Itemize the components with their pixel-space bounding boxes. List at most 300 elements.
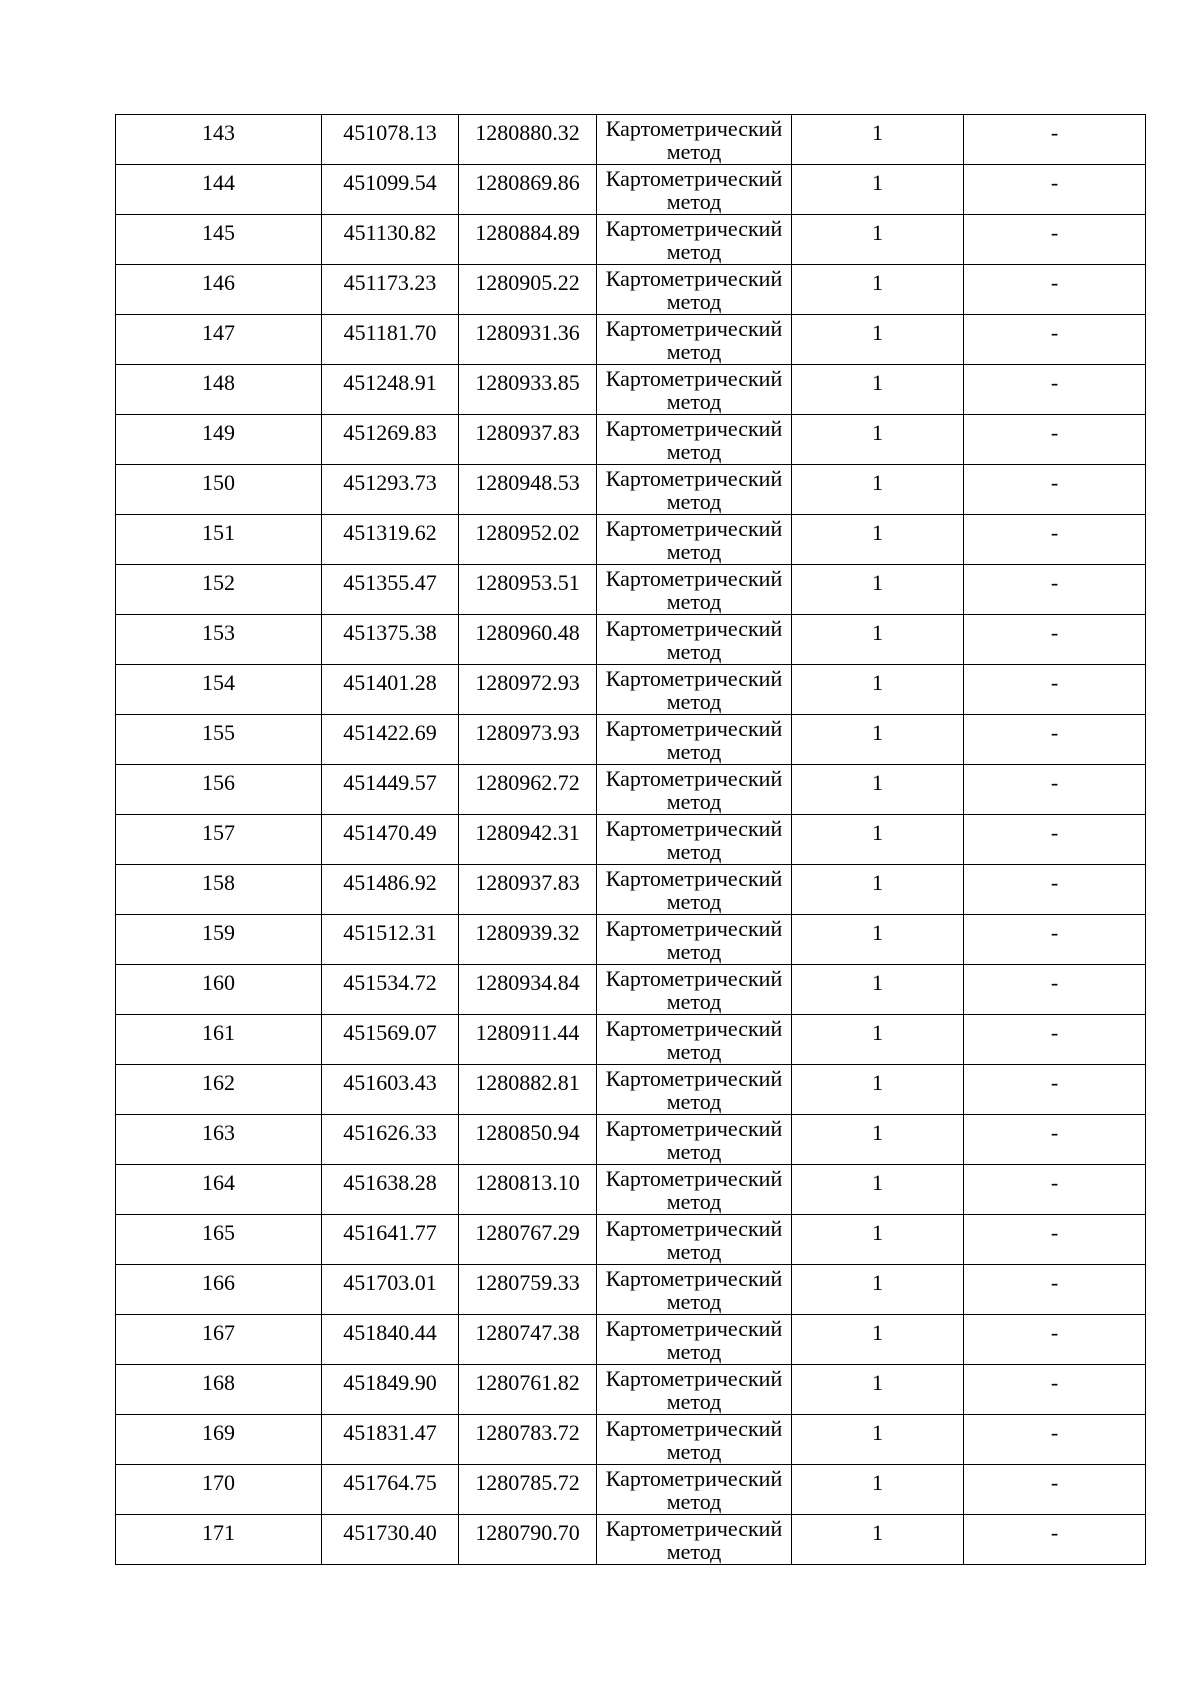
y-coordinate: 1280813.10 — [475, 1170, 580, 1195]
y-coordinate-cell — [459, 615, 597, 665]
method-cell — [597, 765, 792, 815]
y-coordinate: 1280973.93 — [475, 720, 580, 745]
point-number-cell — [116, 115, 322, 165]
method-line-2: метод — [666, 589, 722, 614]
accuracy-value: 1 — [872, 1520, 883, 1545]
table-row — [116, 315, 1146, 365]
table-row — [116, 465, 1146, 515]
method-line-2: метод — [666, 1139, 722, 1164]
method-line-2: метод — [666, 239, 722, 264]
point-number-cell — [116, 715, 322, 765]
y-coordinate-cell — [459, 815, 597, 865]
method-line-1: Картометрический — [605, 316, 783, 341]
method-text — [597, 515, 791, 563]
accuracy-value: 1 — [872, 670, 883, 695]
accuracy-value: 1 — [872, 920, 883, 945]
note-value: - — [1050, 620, 1059, 645]
note-value: - — [1050, 1420, 1059, 1445]
x-coordinate: 451849.90 — [343, 1370, 437, 1395]
x-coordinate: 451470.49 — [343, 820, 437, 845]
y-coordinate-cell — [459, 1065, 597, 1115]
method-text — [597, 1065, 791, 1113]
y-coordinate-cell — [459, 1015, 597, 1065]
point-number-cell — [116, 915, 322, 965]
method-cell — [597, 1015, 792, 1065]
point-number: 145 — [202, 220, 235, 245]
point-number: 146 — [202, 270, 235, 295]
accuracy-value-cell — [792, 165, 964, 215]
note-value: - — [1050, 1170, 1059, 1195]
method-text — [597, 665, 791, 713]
point-number-cell — [116, 315, 322, 365]
method-text — [597, 765, 791, 813]
y-coordinate: 1280850.94 — [475, 1120, 580, 1145]
x-coordinate: 451512.31 — [343, 920, 437, 945]
method-line-2: метод — [666, 889, 722, 914]
point-number-cell — [116, 865, 322, 915]
point-number-cell — [116, 1215, 322, 1265]
x-coordinate: 451078.13 — [343, 120, 437, 145]
x-coordinate: 451293.73 — [343, 470, 437, 495]
y-coordinate: 1280747.38 — [475, 1320, 580, 1345]
y-coordinate: 1280761.82 — [475, 1370, 580, 1395]
point-number: 151 — [202, 520, 235, 545]
method-cell — [597, 515, 792, 565]
point-number: 162 — [202, 1070, 235, 1095]
note-value: - — [1050, 820, 1059, 845]
table-row — [116, 1365, 1146, 1415]
note-value: - — [1050, 570, 1059, 595]
table-row — [116, 115, 1146, 165]
x-coordinate-cell — [322, 115, 459, 165]
table-row — [116, 1415, 1146, 1465]
note-value-cell — [964, 965, 1146, 1015]
y-coordinate: 1280911.44 — [475, 1020, 580, 1045]
note-value-cell — [964, 365, 1146, 415]
note-value: - — [1050, 270, 1059, 295]
x-coordinate: 451269.83 — [343, 420, 437, 445]
method-line-1: Картометрический — [605, 1216, 783, 1241]
method-text — [597, 915, 791, 963]
method-line-2: метод — [666, 639, 722, 664]
method-line-1: Картометрический — [605, 1416, 783, 1441]
point-number: 155 — [202, 720, 235, 745]
accuracy-value-cell — [792, 865, 964, 915]
method-cell — [597, 1515, 792, 1565]
accuracy-value-cell — [792, 1515, 964, 1565]
accuracy-value-cell — [792, 1465, 964, 1515]
accuracy-value: 1 — [872, 120, 883, 145]
y-coordinate-cell — [459, 1215, 597, 1265]
y-coordinate: 1280869.86 — [475, 170, 580, 195]
method-cell — [597, 565, 792, 615]
method-line-2: метод — [666, 539, 722, 564]
note-value-cell — [964, 1065, 1146, 1115]
note-value: - — [1050, 220, 1059, 245]
y-coordinate-cell — [459, 1115, 597, 1165]
point-number: 170 — [202, 1470, 235, 1495]
table-row — [116, 515, 1146, 565]
method-cell — [597, 815, 792, 865]
y-coordinate: 1280972.93 — [475, 670, 580, 695]
y-coordinate: 1280934.84 — [475, 970, 580, 995]
method-line-2: метод — [666, 489, 722, 514]
y-coordinate: 1280931.36 — [475, 320, 580, 345]
x-coordinate-cell — [322, 1465, 459, 1515]
note-value-cell — [964, 415, 1146, 465]
y-coordinate: 1280880.32 — [475, 120, 580, 145]
accuracy-value: 1 — [872, 320, 883, 345]
method-cell — [597, 115, 792, 165]
accuracy-value-cell — [792, 365, 964, 415]
note-value-cell — [964, 715, 1146, 765]
x-coordinate: 451181.70 — [343, 320, 437, 345]
x-coordinate-cell — [322, 815, 459, 865]
x-coordinate: 451534.72 — [343, 970, 437, 995]
point-number: 160 — [202, 970, 235, 995]
note-value: - — [1050, 1520, 1059, 1545]
note-value-cell — [964, 115, 1146, 165]
note-value: - — [1050, 1120, 1059, 1145]
table-row — [116, 1015, 1146, 1065]
point-number-cell — [116, 365, 322, 415]
y-coordinate: 1280937.83 — [475, 420, 580, 445]
table-row — [116, 215, 1146, 265]
method-cell — [597, 915, 792, 965]
method-cell — [597, 615, 792, 665]
x-coordinate: 451486.92 — [343, 870, 437, 895]
y-coordinate-cell — [459, 265, 597, 315]
point-number: 158 — [202, 870, 235, 895]
method-cell — [597, 215, 792, 265]
x-coordinate-cell — [322, 1515, 459, 1565]
note-value-cell — [964, 1215, 1146, 1265]
method-line-1: Картометрический — [605, 116, 783, 141]
method-text — [597, 1165, 791, 1213]
point-number: 167 — [202, 1320, 235, 1345]
note-value-cell — [964, 165, 1146, 215]
note-value-cell — [964, 865, 1146, 915]
method-cell — [597, 965, 792, 1015]
y-coordinate: 1280785.72 — [475, 1470, 580, 1495]
point-number-cell — [116, 565, 322, 615]
accuracy-value: 1 — [872, 570, 883, 595]
accuracy-value-cell — [792, 765, 964, 815]
point-number: 147 — [202, 320, 235, 345]
point-number: 156 — [202, 770, 235, 795]
y-coordinate-cell — [459, 1415, 597, 1465]
method-text — [597, 1265, 791, 1313]
x-coordinate: 451130.82 — [343, 220, 437, 245]
x-coordinate: 451569.07 — [343, 1020, 437, 1045]
method-line-1: Картометрический — [605, 516, 783, 541]
note-value-cell — [964, 215, 1146, 265]
method-line-2: метод — [666, 189, 722, 214]
y-coordinate: 1280942.31 — [475, 820, 580, 845]
x-coordinate-cell — [322, 1015, 459, 1065]
method-line-1: Картометрический — [605, 616, 783, 641]
y-coordinate-cell — [459, 1265, 597, 1315]
y-coordinate-cell — [459, 1165, 597, 1215]
table-row — [116, 1265, 1146, 1315]
y-coordinate-cell — [459, 365, 597, 415]
table-row — [116, 1515, 1146, 1565]
accuracy-value-cell — [792, 1315, 964, 1365]
x-coordinate: 451764.75 — [343, 1470, 437, 1495]
note-value-cell — [964, 765, 1146, 815]
accuracy-value: 1 — [872, 1170, 883, 1195]
method-line-2: метод — [666, 939, 722, 964]
method-line-2: метод — [666, 1039, 722, 1064]
y-coordinate-cell — [459, 1515, 597, 1565]
accuracy-value-cell — [792, 565, 964, 615]
note-value: - — [1050, 320, 1059, 345]
method-cell — [597, 465, 792, 515]
table-row — [116, 1115, 1146, 1165]
point-number-cell — [116, 1015, 322, 1065]
accuracy-value: 1 — [872, 220, 883, 245]
table-row — [116, 965, 1146, 1015]
y-coordinate: 1280759.33 — [475, 1270, 580, 1295]
note-value: - — [1050, 1020, 1059, 1045]
accuracy-value: 1 — [872, 1220, 883, 1245]
note-value: - — [1050, 770, 1059, 795]
method-line-2: метод — [666, 1089, 722, 1114]
accuracy-value: 1 — [872, 1070, 883, 1095]
point-number: 164 — [202, 1170, 235, 1195]
method-text — [597, 365, 791, 413]
point-number: 150 — [202, 470, 235, 495]
method-line-2: метод — [666, 439, 722, 464]
note-value: - — [1050, 1220, 1059, 1245]
point-number: 153 — [202, 620, 235, 645]
method-cell — [597, 1115, 792, 1165]
method-line-1: Картометрический — [605, 1466, 783, 1491]
y-coordinate: 1280948.53 — [475, 470, 580, 495]
point-number-cell — [116, 665, 322, 715]
point-number: 161 — [202, 1020, 235, 1045]
method-line-1: Картометрический — [605, 1116, 783, 1141]
method-text — [597, 1415, 791, 1463]
y-coordinate-cell — [459, 315, 597, 365]
point-number-cell — [116, 965, 322, 1015]
method-text — [597, 1115, 791, 1163]
point-number-cell — [116, 815, 322, 865]
table-row — [116, 915, 1146, 965]
method-line-1: Картометрический — [605, 916, 783, 941]
method-line-1: Картометрический — [605, 866, 783, 891]
x-coordinate-cell — [322, 465, 459, 515]
accuracy-value-cell — [792, 1215, 964, 1265]
y-coordinate: 1280952.02 — [475, 520, 580, 545]
y-coordinate-cell — [459, 865, 597, 915]
method-line-1: Картометрический — [605, 766, 783, 791]
x-coordinate-cell — [322, 1315, 459, 1365]
note-value-cell — [964, 515, 1146, 565]
x-coordinate-cell — [322, 1065, 459, 1115]
y-coordinate-cell — [459, 1365, 597, 1415]
note-value: - — [1050, 420, 1059, 445]
y-coordinate: 1280884.89 — [475, 220, 580, 245]
method-line-1: Картометрический — [605, 566, 783, 591]
y-coordinate-cell — [459, 565, 597, 615]
accuracy-value: 1 — [872, 1470, 883, 1495]
x-coordinate-cell — [322, 1215, 459, 1265]
method-cell — [597, 315, 792, 365]
x-coordinate-cell — [322, 915, 459, 965]
note-value: - — [1050, 1470, 1059, 1495]
y-coordinate: 1280937.83 — [475, 870, 580, 895]
y-coordinate-cell — [459, 415, 597, 465]
method-cell — [597, 1465, 792, 1515]
y-coordinate-cell — [459, 115, 597, 165]
accuracy-value: 1 — [872, 170, 883, 195]
method-text — [597, 715, 791, 763]
note-value-cell — [964, 1365, 1146, 1415]
x-coordinate-cell — [322, 415, 459, 465]
point-number-cell — [116, 265, 322, 315]
method-cell — [597, 1265, 792, 1315]
method-text — [597, 865, 791, 913]
table-row — [116, 1465, 1146, 1515]
x-coordinate: 451173.23 — [343, 270, 437, 295]
method-line-1: Картометрический — [605, 816, 783, 841]
x-coordinate-cell — [322, 215, 459, 265]
point-number: 157 — [202, 820, 235, 845]
note-value: - — [1050, 370, 1059, 395]
point-number: 165 — [202, 1220, 235, 1245]
accuracy-value: 1 — [872, 720, 883, 745]
method-text — [597, 415, 791, 463]
accuracy-value: 1 — [872, 520, 883, 545]
method-line-1: Картометрический — [605, 716, 783, 741]
coordinates-table — [115, 114, 1146, 1565]
note-value-cell — [964, 1165, 1146, 1215]
point-number-cell — [116, 415, 322, 465]
accuracy-value-cell — [792, 615, 964, 665]
point-number-cell — [116, 1165, 322, 1215]
accuracy-value-cell — [792, 415, 964, 465]
note-value-cell — [964, 265, 1146, 315]
method-line-1: Картометрический — [605, 666, 783, 691]
method-text — [597, 615, 791, 663]
x-coordinate: 451248.91 — [343, 370, 437, 395]
table-row — [116, 865, 1146, 915]
x-coordinate: 451422.69 — [343, 720, 437, 745]
point-number: 144 — [202, 170, 235, 195]
point-number-cell — [116, 1365, 322, 1415]
method-line-1: Картометрический — [605, 966, 783, 991]
point-number-cell — [116, 1465, 322, 1515]
y-coordinate: 1280953.51 — [475, 570, 580, 595]
y-coordinate: 1280790.70 — [475, 1520, 580, 1545]
method-cell — [597, 1215, 792, 1265]
method-line-2: метод — [666, 1189, 722, 1214]
method-text — [597, 315, 791, 363]
note-value: - — [1050, 1270, 1059, 1295]
x-coordinate-cell — [322, 1115, 459, 1165]
method-cell — [597, 165, 792, 215]
accuracy-value: 1 — [872, 1370, 883, 1395]
note-value: - — [1050, 1070, 1059, 1095]
method-text — [597, 265, 791, 313]
method-line-1: Картометрический — [605, 366, 783, 391]
y-coordinate-cell — [459, 515, 597, 565]
x-coordinate-cell — [322, 165, 459, 215]
accuracy-value: 1 — [872, 970, 883, 995]
x-coordinate-cell — [322, 315, 459, 365]
point-number-cell — [116, 1065, 322, 1115]
note-value: - — [1050, 470, 1059, 495]
x-coordinate-cell — [322, 865, 459, 915]
table-row — [116, 165, 1146, 215]
y-coordinate-cell — [459, 1465, 597, 1515]
method-line-1: Картометрический — [605, 216, 783, 241]
point-number-cell — [116, 765, 322, 815]
method-line-1: Картометрический — [605, 1266, 783, 1291]
point-number: 152 — [202, 570, 235, 595]
method-line-2: метод — [666, 789, 722, 814]
accuracy-value: 1 — [872, 270, 883, 295]
method-cell — [597, 1365, 792, 1415]
table-row — [116, 1165, 1146, 1215]
y-coordinate-cell — [459, 965, 597, 1015]
x-coordinate-cell — [322, 665, 459, 715]
accuracy-value: 1 — [872, 420, 883, 445]
note-value-cell — [964, 1015, 1146, 1065]
note-value: - — [1050, 1320, 1059, 1345]
accuracy-value-cell — [792, 1115, 964, 1165]
method-line-2: метод — [666, 1289, 722, 1314]
accuracy-value-cell — [792, 465, 964, 515]
accuracy-value-cell — [792, 1365, 964, 1415]
method-line-2: метод — [666, 1389, 722, 1414]
y-coordinate-cell — [459, 465, 597, 515]
x-coordinate-cell — [322, 715, 459, 765]
note-value-cell — [964, 1415, 1146, 1465]
note-value: - — [1050, 720, 1059, 745]
x-coordinate: 451638.28 — [343, 1170, 437, 1195]
accuracy-value: 1 — [872, 1420, 883, 1445]
table-row — [116, 815, 1146, 865]
method-text — [597, 165, 791, 213]
note-value-cell — [964, 815, 1146, 865]
x-coordinate-cell — [322, 1165, 459, 1215]
y-coordinate-cell — [459, 1315, 597, 1365]
point-number-cell — [116, 1415, 322, 1465]
method-line-2: метод — [666, 389, 722, 414]
y-coordinate-cell — [459, 165, 597, 215]
note-value: - — [1050, 670, 1059, 695]
accuracy-value: 1 — [872, 820, 883, 845]
method-cell — [597, 665, 792, 715]
method-line-2: метод — [666, 689, 722, 714]
x-coordinate-cell — [322, 1365, 459, 1415]
table-row — [116, 1315, 1146, 1365]
note-value-cell — [964, 315, 1146, 365]
method-line-2: метод — [666, 139, 722, 164]
table-row — [116, 265, 1146, 315]
x-coordinate: 451401.28 — [343, 670, 437, 695]
method-line-2: метод — [666, 739, 722, 764]
x-coordinate: 451603.43 — [343, 1070, 437, 1095]
method-text — [597, 1015, 791, 1063]
x-coordinate: 451355.47 — [343, 570, 437, 595]
accuracy-value-cell — [792, 815, 964, 865]
note-value-cell — [964, 565, 1146, 615]
y-coordinate-cell — [459, 215, 597, 265]
x-coordinate-cell — [322, 615, 459, 665]
